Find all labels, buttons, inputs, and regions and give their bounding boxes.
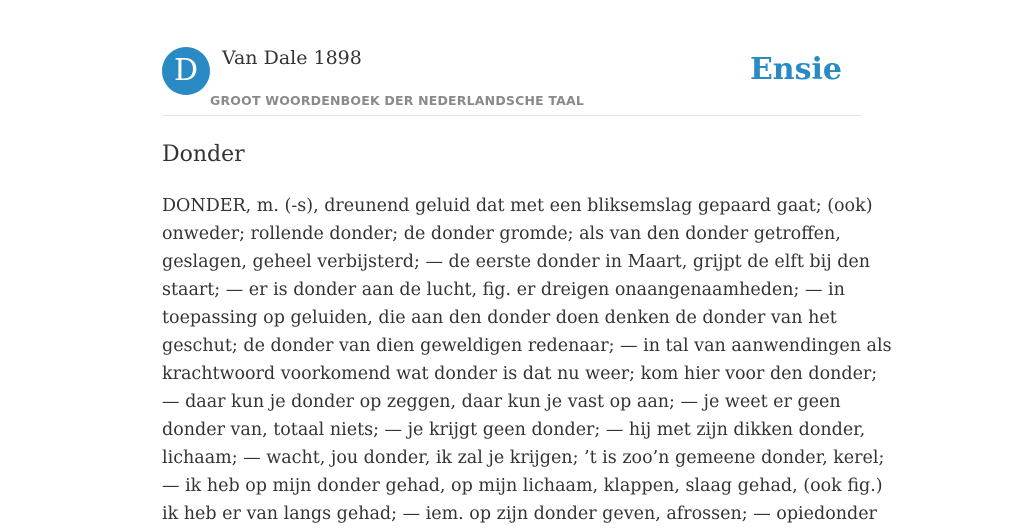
definition-line: staart; — er is donder aan de lucht, fig. er dreigen onaangenaamheden; — in xyxy=(162,280,845,300)
entry-definition xyxy=(162,192,892,528)
source-subtitle: GROOT WOORDENBOEK DER NEDERLANDSCHE TAAL xyxy=(210,93,585,108)
definition-line: donder van, totaal niets; — je krijgt geen donder; — hij met zijn dikken donder, xyxy=(162,420,866,440)
source-avatar[interactable]: D xyxy=(162,47,210,95)
definition-line: toepassing op geluiden, die aan den donder doen denken de donder van het xyxy=(162,308,837,328)
definition-line: krachtwoord voorkomend wat donder is dat nu weer; kom hier voor den donder; xyxy=(162,364,878,384)
definition-line: geschut; de donder van dien geweldigen redenaar; — in tal van aanwendingen als xyxy=(162,336,892,356)
definition-line: — daar kun je donder op zeggen, daar kun je vast op aan; — je weet er geen xyxy=(162,392,841,412)
brand-logo[interactable]: Ensie xyxy=(749,52,842,87)
definition-line: DONDER, m. (-s), dreunend geluid dat met een bliksemslag gepaard gaat; (ook) xyxy=(162,196,873,216)
definition-line: geslagen, geheel verbijsterd; — de eerste donder in Maart, grijpt de elft bij den xyxy=(162,252,871,272)
definition-line: lichaam; — wacht, jou donder, ik zal je krijgen; ’t is zoo’n gemeene donder, kerel; xyxy=(162,448,885,468)
header xyxy=(162,46,862,116)
definition-line: ik heb er van langs gehad; — iem. op zijn donder geven, afrossen; — opiedonder xyxy=(162,504,877,524)
source-title[interactable]: Van Dale 1898 xyxy=(222,47,362,69)
header-divider xyxy=(162,115,862,116)
definition-line: — ik heb op mijn donder gehad, op mijn lichaam, klappen, slaag gehad, (ook fig.) xyxy=(162,476,883,496)
entry-title: Donder xyxy=(162,142,245,167)
definition-line: onweder; rollende donder; de donder gromde; als van den donder getroffen, xyxy=(162,224,841,244)
